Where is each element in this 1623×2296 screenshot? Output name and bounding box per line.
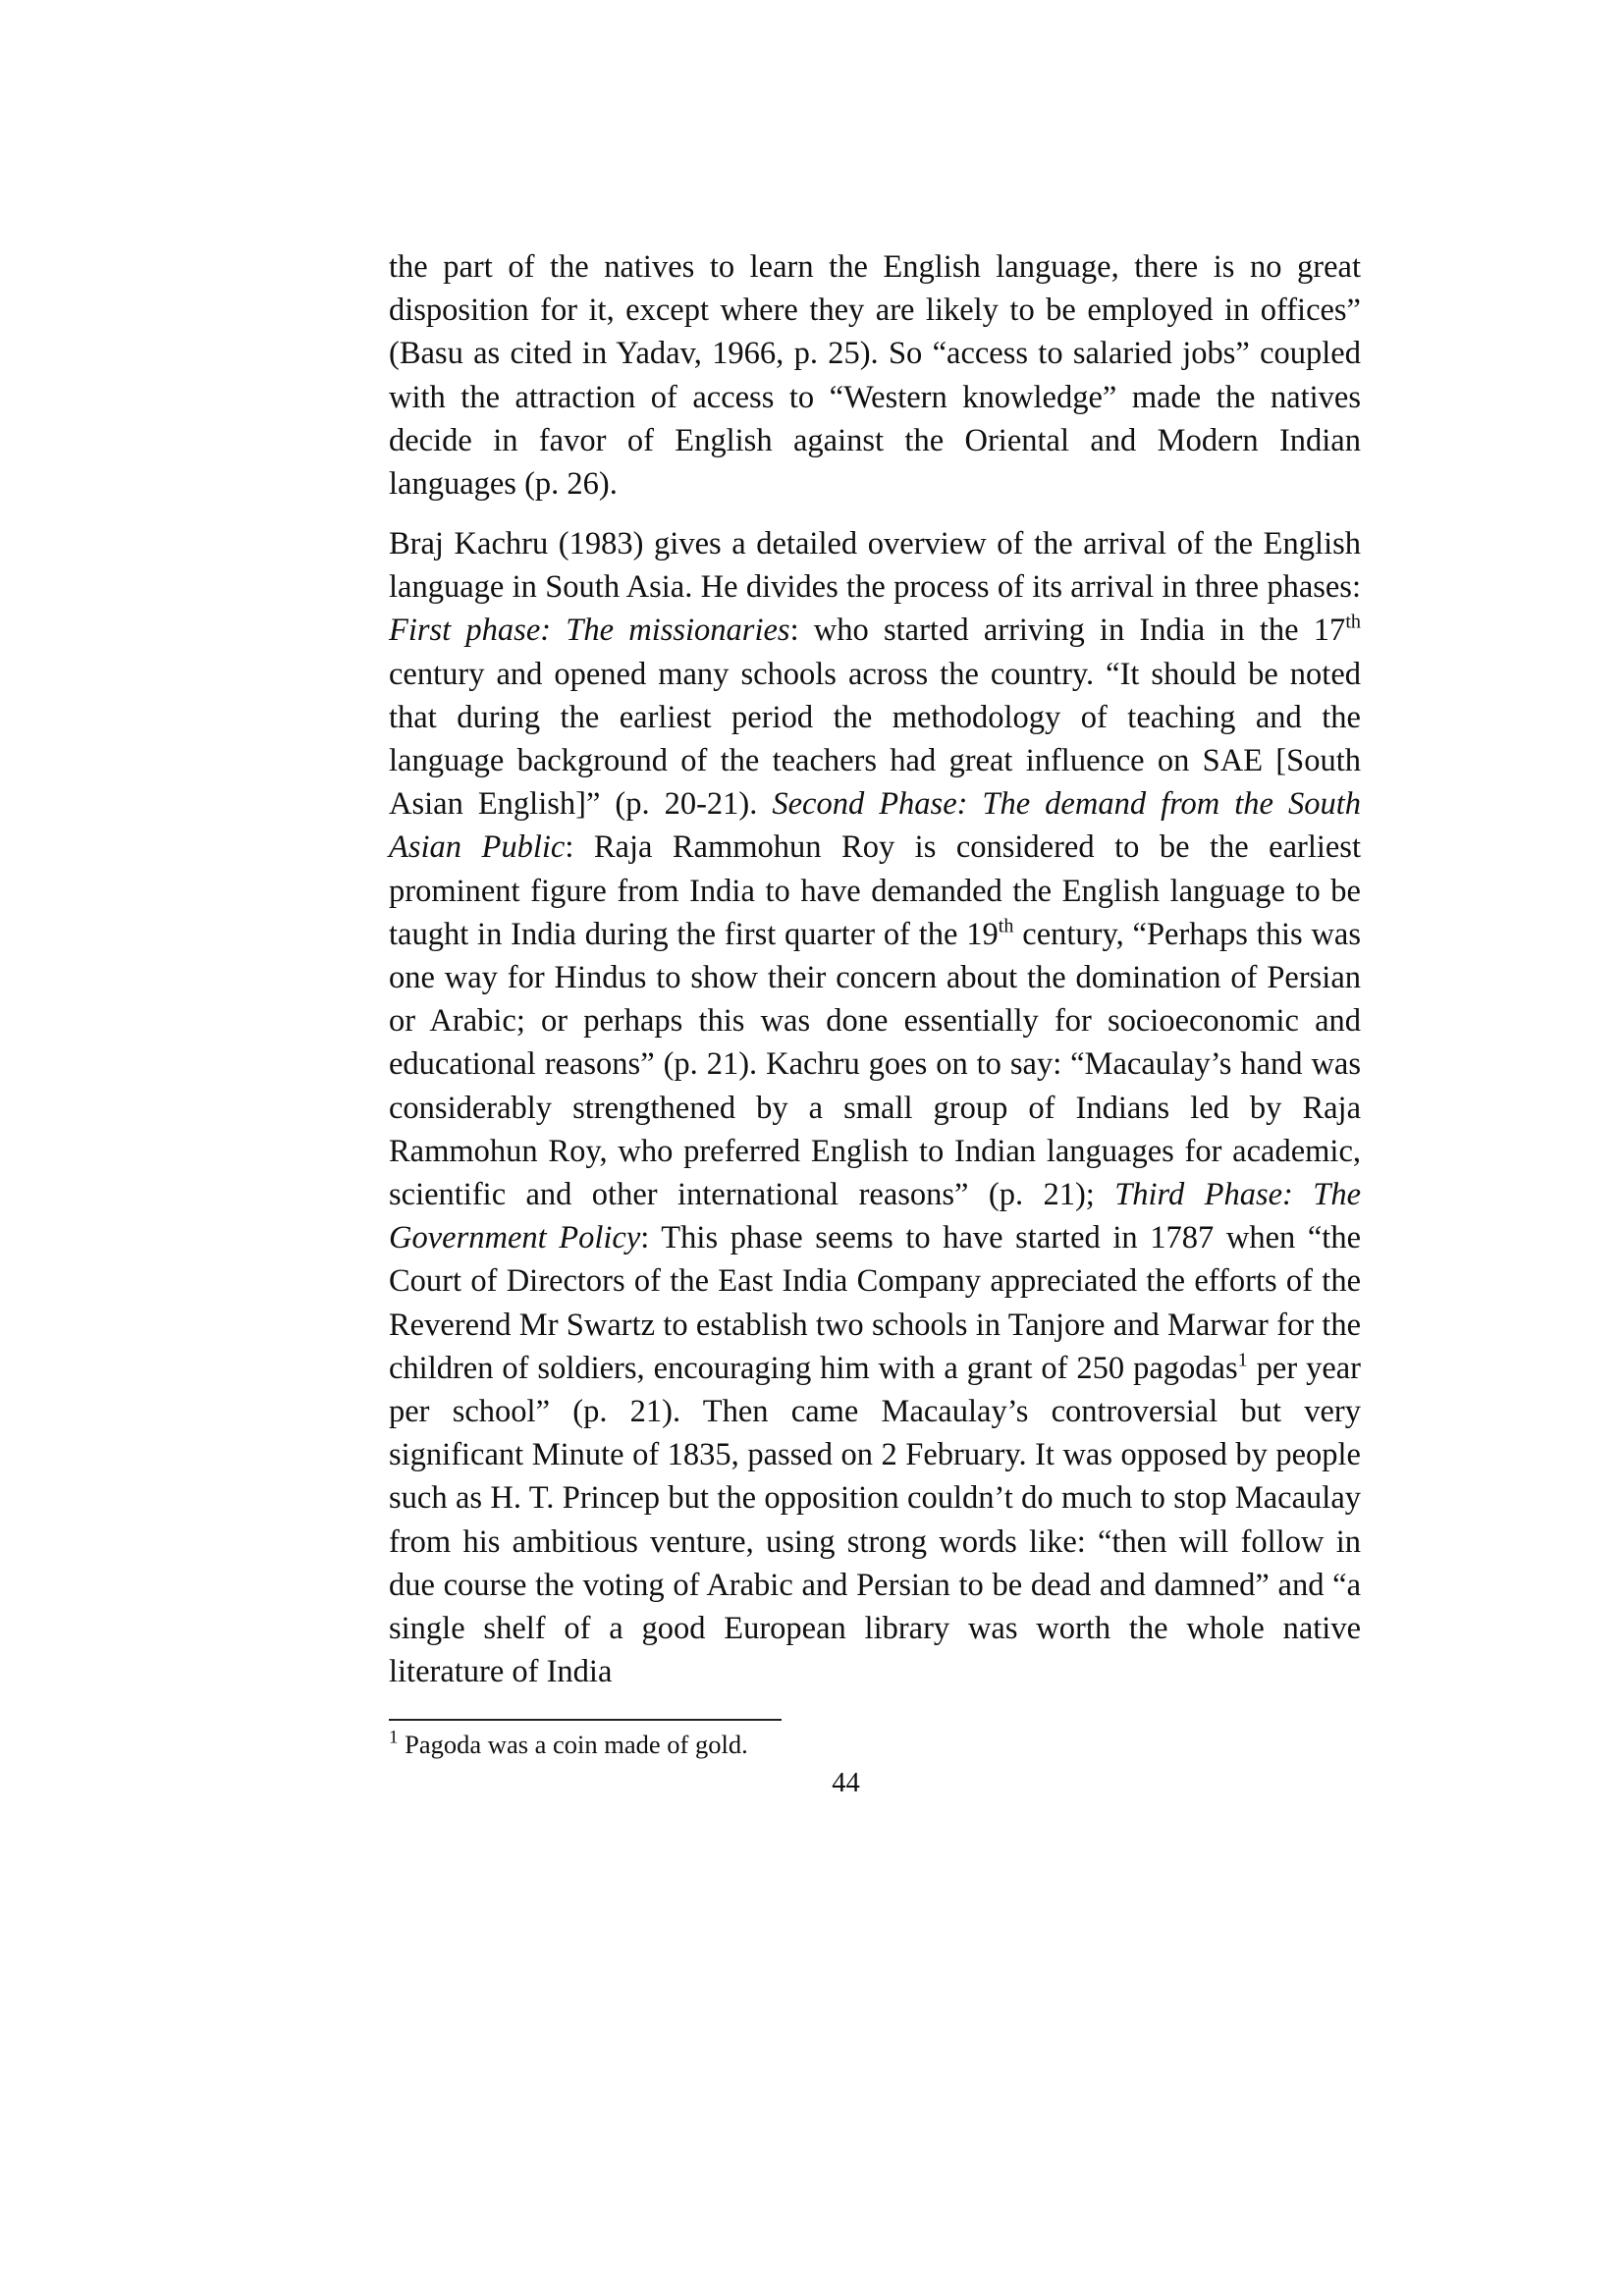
paragraph-2-text-2: : who started arriving in India in the 17 (789, 613, 1346, 649)
paragraph-2-text-1: Braj Kachru (1983) gives a detailed overview of the arrival of the English language in South Asia. He divides the process of its arrival in three phases: (389, 526, 1361, 606)
paragraph-2-text-7: per year per school” (p. 21). Then came Macaulay’s controversial but very significant Minute of 1835, passed on 2 February. It was opposed by people such as H. T. Princep but the opposition couldn’t do much to stop Macaulay from his ambitious venture, using strong words like: “then will follow in due course the voting of Arabic and Persian to be dead and damned” and “a single shelf of a good European library was worth the whole native literature of India (389, 1350, 1361, 1690)
page-number: 44 (832, 1768, 860, 1798)
ordinal-superscript: th (998, 915, 1014, 937)
ordinal-superscript: th (1345, 611, 1361, 633)
phase-3-heading: Third Phase: The Government Policy (389, 1177, 1361, 1256)
footnote-separator (389, 1719, 782, 1721)
phase-1-heading: First phase: The missionaries (389, 613, 790, 649)
paragraph-2-text-5: century, “Perhaps this was one way for Hindus to show their concern about the domination of Persian or Arabic; or perhaps this was done essentially for socioeconomic and educational reasons” (p. 21). Kachru goes on to say: “Macaulay’s hand was considerably strengthened by a small group of Indians led by Raja Rammohun Roy, who preferred English to Indian languages for academic, scientific and other international reasons” (p. 21); (389, 916, 1361, 1213)
paragraph-2-text-4: : Raja Rammohun Roy is considered to be the earliest prominent figure from India to have demanded the English language to be taught in India during the first quarter of the 19 (389, 829, 1361, 952)
paragraph-2-text-6: : This phase seems to have started in 1787 when “the Court of Directors of the East India Company appreciated the efforts of the Reverend Mr Swartz to establish two schools in Tanjore and Marwar for the children of soldiers, encouraging him with a grant of 250 pagodas (389, 1220, 1361, 1386)
footnote-reference[interactable]: 1 (1237, 1349, 1248, 1371)
phase-2-heading: Second Phase: The demand from the South Asian Public (389, 786, 1361, 866)
paragraph-2-text-3: century and opened many schools across the country. “It should be noted that during the earliest period the methodology of teaching and the language background of the teachers had great influence on SAE [South Asian English]” (p. 20-21). (389, 656, 1361, 823)
footnote-marker: 1 (389, 1727, 399, 1748)
footnote-text: Pagoda was a coin made of gold. (398, 1730, 748, 1759)
footnote (389, 1728, 1361, 1761)
body-paragraph-1 (389, 245, 1361, 506)
body-paragraph-2 (389, 522, 1361, 1693)
paragraph-1-text: the part of the natives to learn the English language, there is no great disposition for it, except where they are likely to be employed in offices” (Basu as cited in Yadav, 1966, p. 25). So “access to salaried jobs” coupled with the attraction of access to “Western knowledge” made the natives decide in favor of English against the Oriental and Modern Indian languages (p. 26). (389, 249, 1361, 503)
